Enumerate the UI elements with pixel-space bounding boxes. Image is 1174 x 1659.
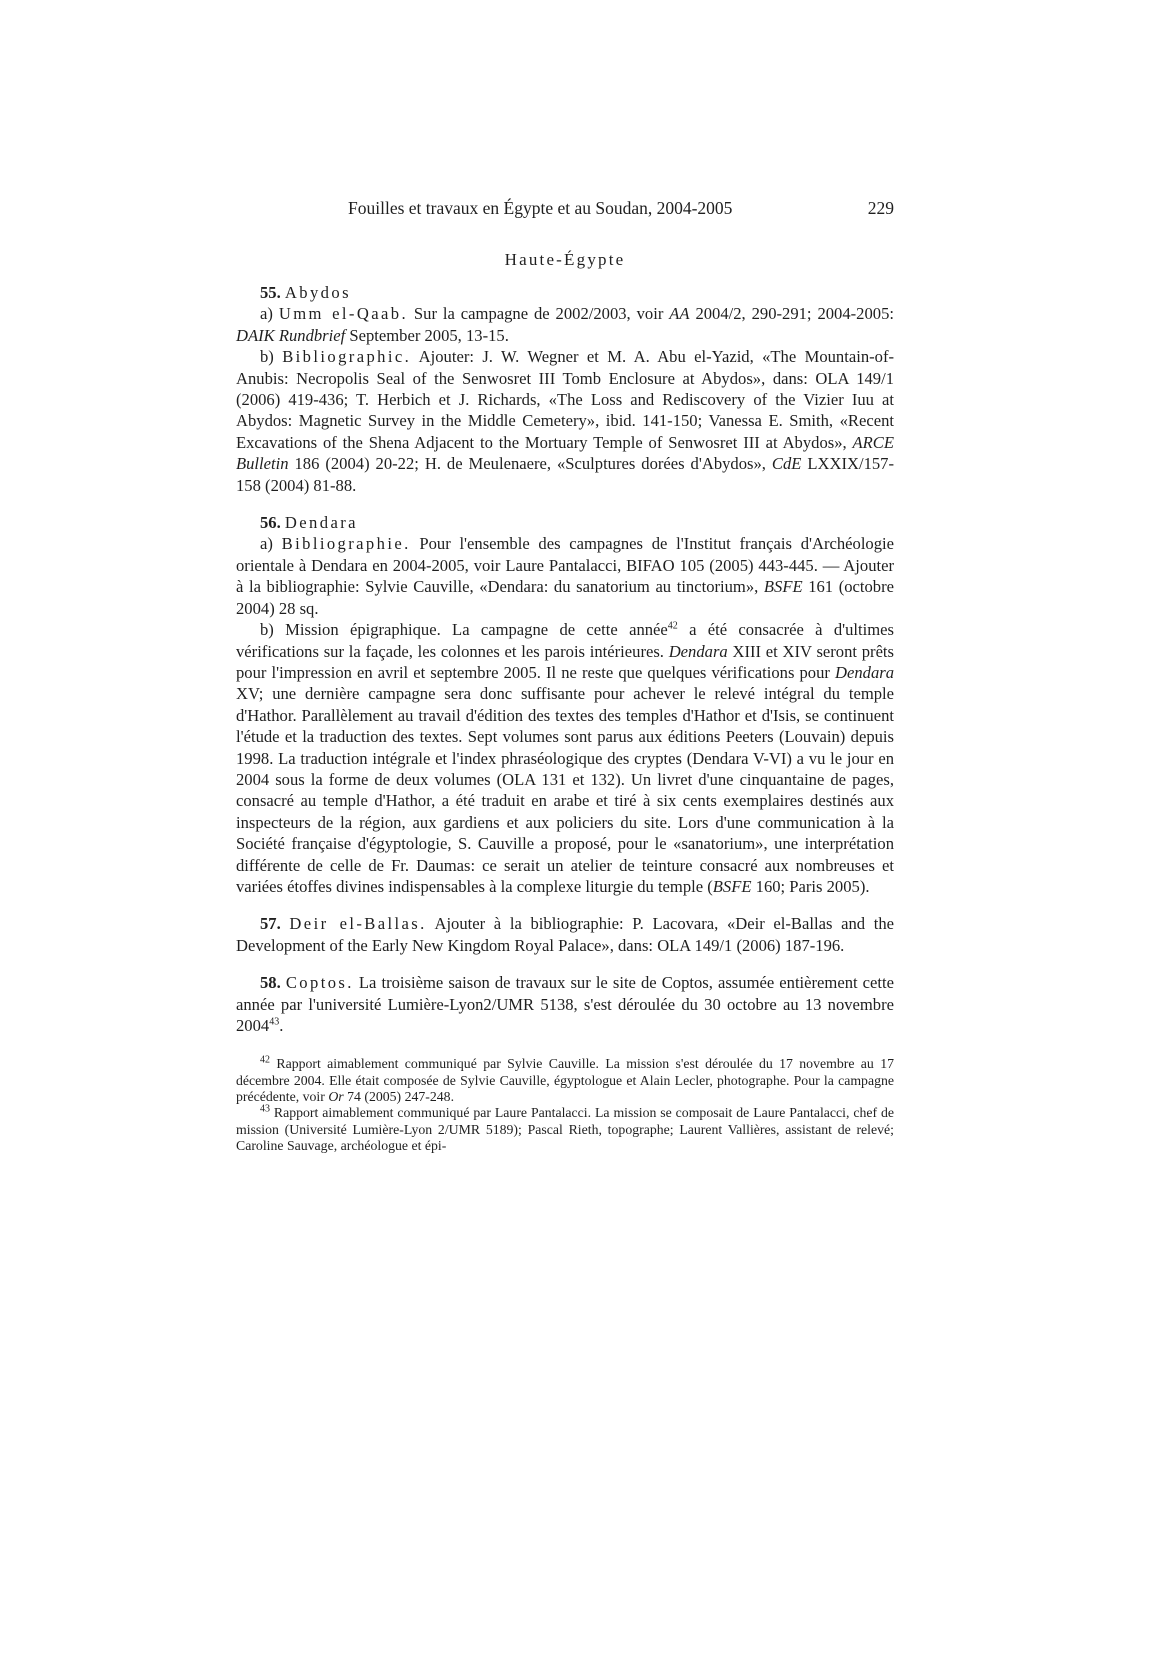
entry-56 [236, 512, 894, 897]
italic-ref: Or [328, 1089, 344, 1104]
text-run: Rapport aimablement communiqué par Laure Pantalacci. La mission se composait de Laure Pantalacci, chef de mission (Université Lumière-Lyon 2/UMR 5189); Pascal Rieth, topographe; Laurent Vallières, assistant de relevé; Caroline Sauvage, archéologue et épi- [236, 1105, 894, 1153]
site-name: Deir el-Ballas. [289, 914, 427, 934]
section-heading: Haute-Égypte [504, 250, 626, 269]
text-run: La campagne de cette année [440, 620, 668, 640]
site-name: Dendara [284, 513, 358, 533]
footnote-42 [236, 1056, 894, 1105]
site-name: Abydos [284, 283, 351, 302]
entry-56-a [236, 533, 894, 619]
footnote-ref-42[interactable]: 42 [667, 620, 678, 632]
entry-55 [236, 282, 894, 496]
italic-ref: Dendara [835, 662, 894, 682]
entry-number: 58. [260, 973, 281, 993]
text-run: 160; Paris 2005). [751, 876, 870, 896]
text-run: 161 (octobre 2004) 28 sq. [236, 577, 894, 618]
text-run: Sur la campagne de 2002/2003, voir [408, 304, 670, 324]
text-run: LXXIX/157-158 (2004) 81-88. [236, 454, 894, 495]
italic-ref: DAIK Rundbrief [236, 325, 346, 345]
running-head-title: Fouilles et travaux en Égypte et au Soudan, 2004-2005 [348, 198, 733, 218]
text-run: Rapport aimablement communiqué par Sylvie Cauville. La mission s'est déroulée du 17 novembre au 17 décembre 2004. Elle était composée de Sylvie Cauville, égyptologue et Alain Lecler, photographe. Pour la campagne précédente, voir [236, 1056, 894, 1104]
text-run: Ajouter à la bibliographie: P. Lacovara, «Deir el-Ballas and the Development of the Early New Kingdom Royal Palace», dans: OLA 149/1 (2006) 187-196. [236, 914, 894, 955]
text-run: 74 (2005) 247-248. [343, 1089, 455, 1104]
footnotes [236, 1056, 894, 1154]
italic-ref: Dendara [668, 641, 728, 661]
italic-ref: CdE [771, 454, 802, 474]
footnote-mark: 43 [260, 1103, 270, 1115]
item-label: b) [260, 620, 274, 640]
text-run: Pour l'ensemble des campagnes de l'Institut français d'Archéologie orientale à Dendara en 2004-2005, voir Laure Pantalacci, BIFAO 105 (2005) 443-445. — Ajouter à la bibliographie: Sylvie Cauville, «Dendara: du sanatorium au tinctorium», [236, 534, 894, 597]
text-run: 2004/2, 290-291; 2004-2005: [689, 304, 894, 324]
italic-ref: AA [669, 304, 690, 324]
entry-number: 56. [260, 513, 281, 533]
entry-56-b [236, 619, 894, 897]
entry-57 [236, 913, 894, 956]
footnote-mark: 42 [260, 1054, 270, 1066]
text-run: 186 (2004) 20-22; H. de Meulenaere, «Sculptures dorées d'Abydos», [288, 454, 772, 474]
italic-ref: BSFE [712, 876, 752, 896]
entry-number: 57. [260, 914, 281, 934]
page [236, 198, 894, 1154]
site-name: Coptos. [285, 973, 354, 993]
italic-ref: BSFE [763, 577, 803, 597]
entry-56-heading [260, 512, 894, 533]
footnote-43 [236, 1105, 894, 1154]
item-title: Mission épigraphique. [285, 620, 441, 640]
text-run: a été consacrée à d'ultimes vérifications sur la façade, les colonnes et les parois intérieures. [236, 620, 894, 661]
item-title: Umm el-Qaab. [278, 304, 409, 324]
text-run: Ajouter: J. W. Wegner et M. A. Abu el-Yazid, «The Mountain-of-Anubis: Necropolis Seal of the Senwosret III Tomb Enclosure at Abydos», dans: OLA 149/1 (2006) 419-436; T. Herbich et J. Richards, «The Loss and Rediscovery of the Vizier Iuu at Abydos: Magnetic Survey in the Middle Cemetery», ibid. 141-150; Vanessa E. Smith, «Recent Excavations of the Shena Adjacent to the Mortuary Temple of Senwosret III at Abydos», [236, 347, 894, 452]
text-run: September 2005, 13-15. [345, 325, 509, 345]
item-label: b) [260, 347, 274, 367]
body-text [236, 282, 894, 1036]
item-title: Bibliographic. [282, 347, 412, 367]
entry-55-b [236, 346, 894, 496]
entry-58 [236, 972, 894, 1036]
text-run: La troisième saison de travaux sur le site de Coptos, assumée entièrement cette année par l'université Lumière-Lyon2/UMR 5138, s'est déroulée du 30 octobre au 13 novembre 2004 [236, 973, 894, 1035]
italic-ref: ARCE Bulletin [236, 432, 894, 474]
item-label: a) [260, 534, 273, 554]
footnote-ref-43[interactable]: 43 [269, 1016, 280, 1028]
text-run: . [279, 1016, 284, 1035]
text-run: XV; une dernière campagne sera donc suffisante pour achever le relevé intégral du temple d'Hathor. Parallèlement au travail d'édition des textes des temples d'Hathor et d'Isis, se continuent l'étude et la traduction des textes. Sept volumes sont parus aux éditions Peeters (Louvain) depuis 1998. La traduction intégrale et l'index phraséologique des cryptes (Dendara V-VI) a vu le jour en 2004 sous la forme de deux volumes (OLA 131 et 132). Un livret d'une cinquantaine de pages, consacré au temple d'Hathor, a été traduit en arabe et tiré à six cents exemplaires destinés aux inspecteurs de la région, aux gardiens et aux policiers du site. Lors d'une communication à la Société française d'égyptologie, S. Cauville a proposé, pour le «sanatorium», une interprétation différente de celle de Fr. Daumas: ce serait un atelier de teinture consacré aux nombreuses et variées étoffes divines indispensables à la complexe liturgie du temple ( [236, 684, 894, 896]
entry-55-a [236, 303, 894, 346]
running-head [236, 198, 894, 228]
item-title: Bibliographie. [281, 534, 411, 554]
text-run: XIII et XIV seront prêts pour l'impression en avril et septembre 2005. Il ne reste que quelques vérifications pour [236, 641, 894, 682]
entry-number: 55. [260, 283, 281, 302]
item-label: a) [260, 304, 273, 324]
entry-55-heading [260, 282, 894, 303]
page-number: 229 [867, 198, 894, 218]
